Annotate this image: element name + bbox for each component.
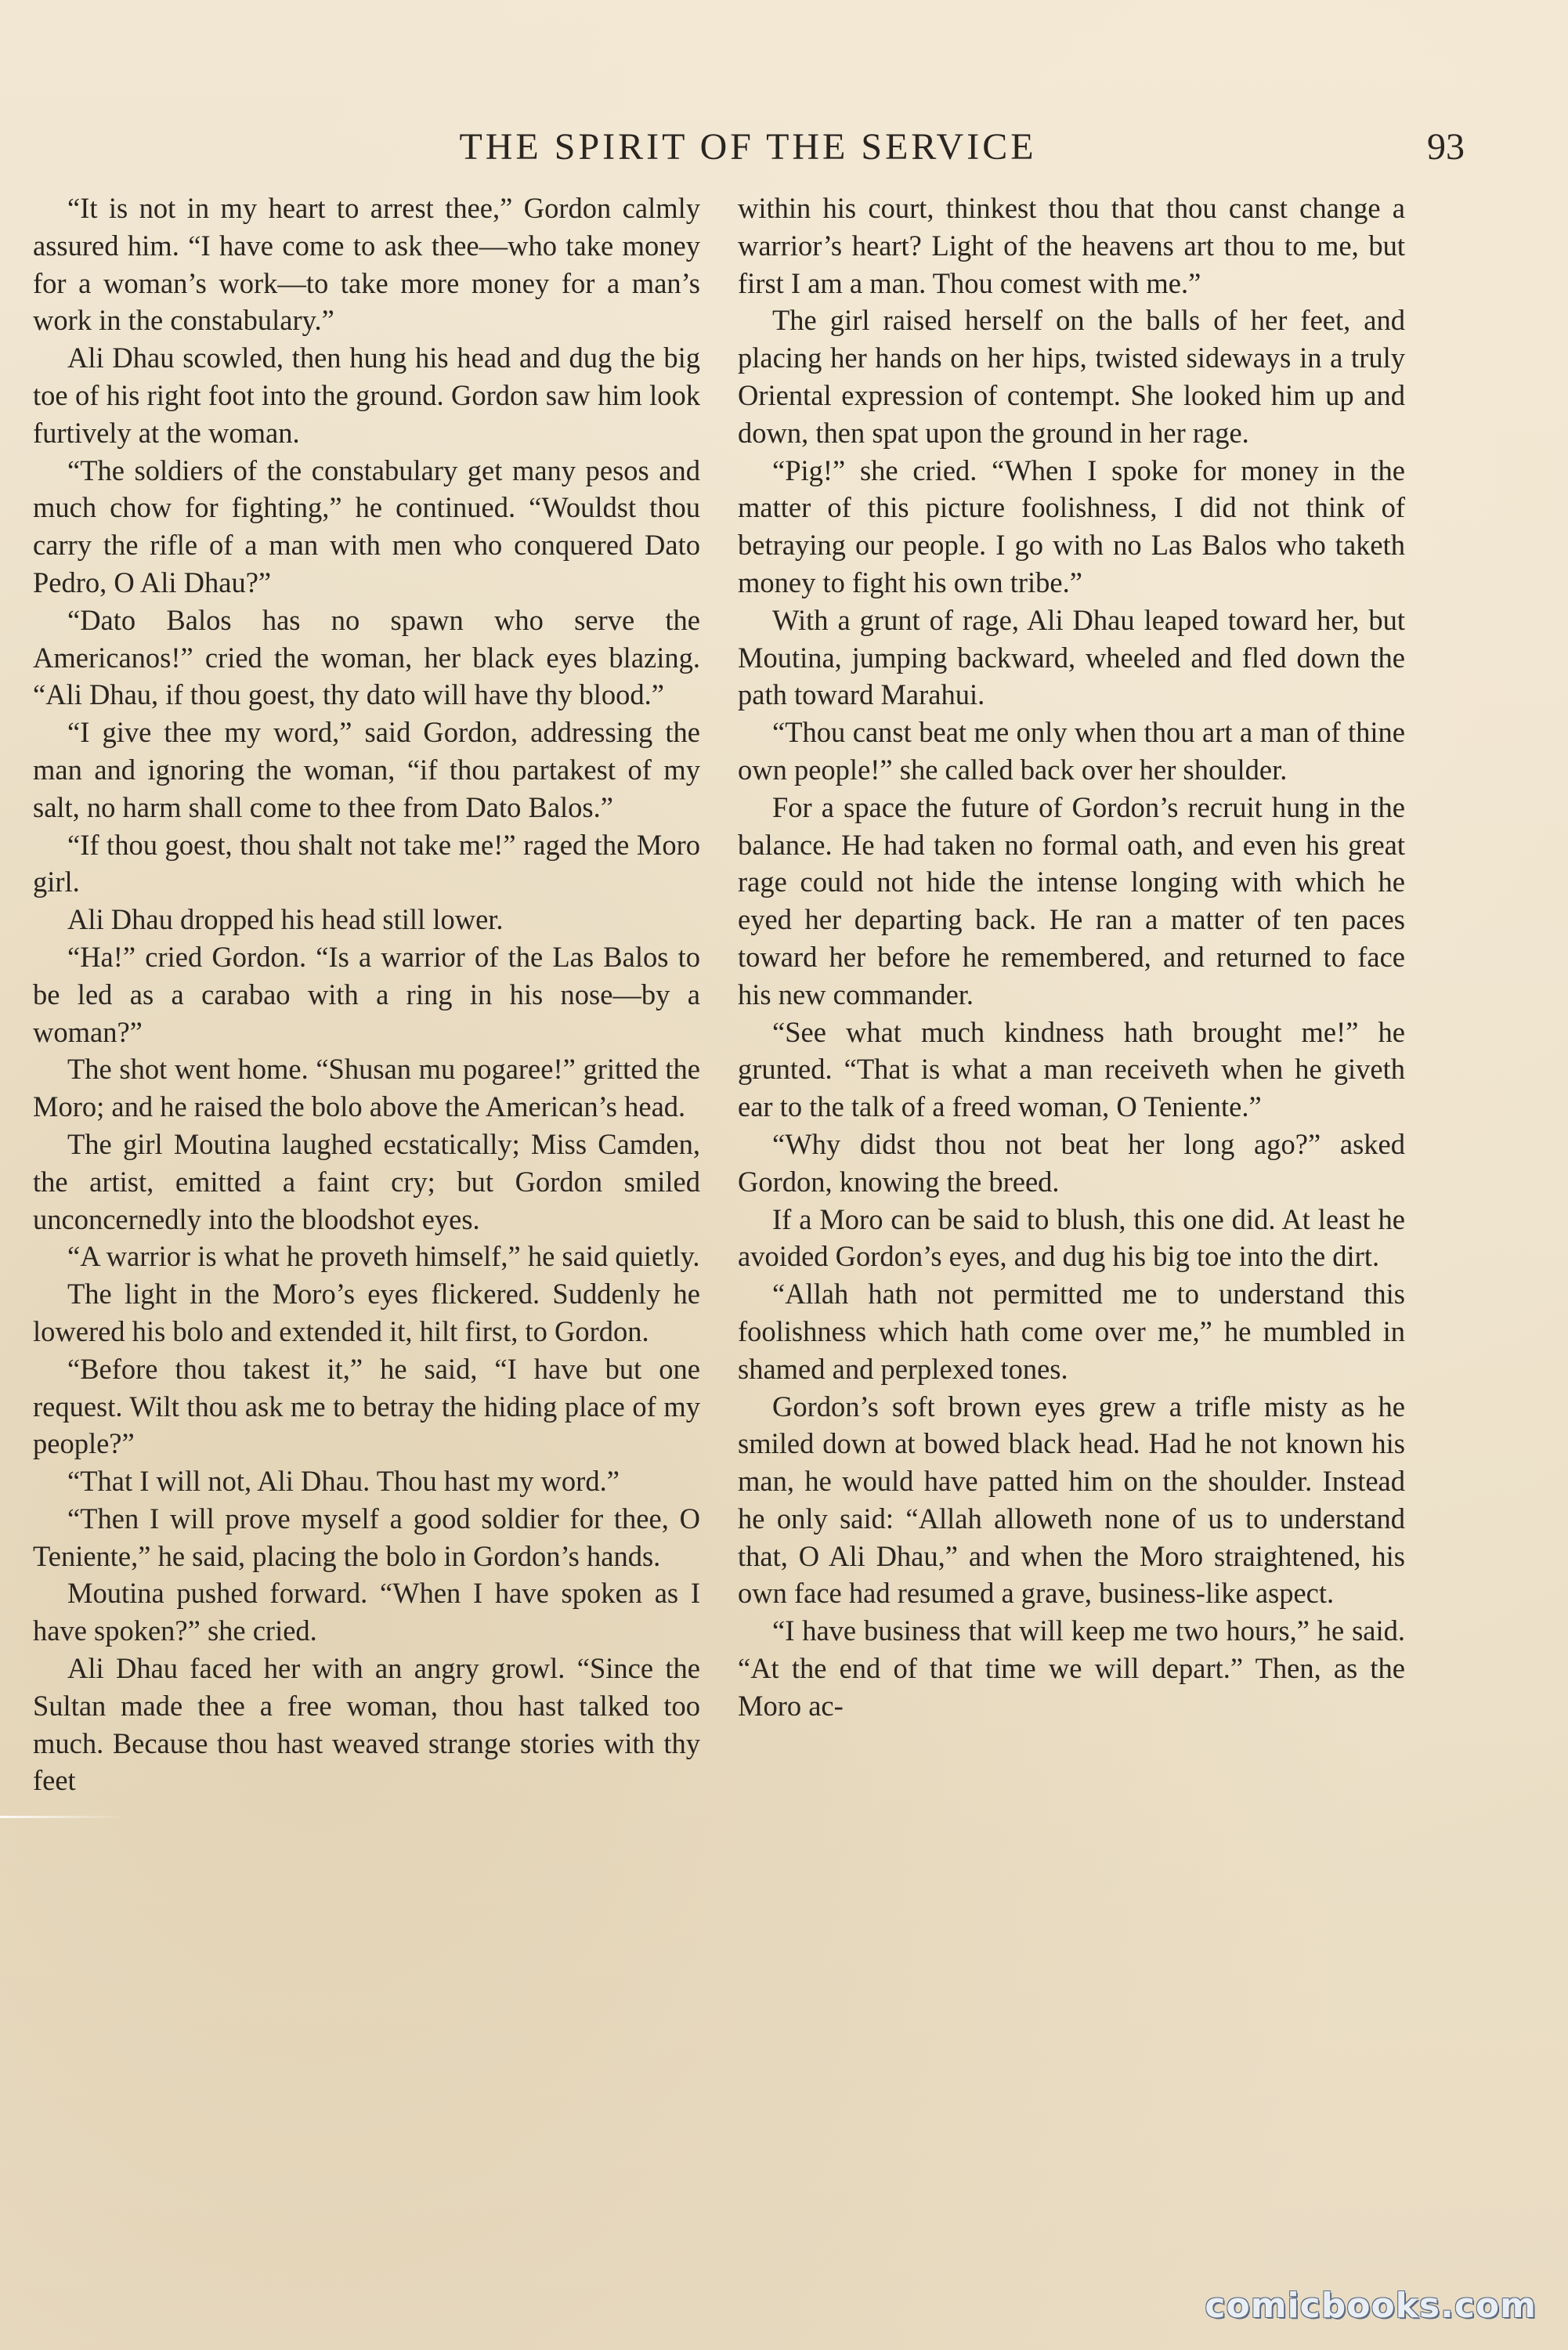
paragraph: Moutina pushed forward. “When I have spoken as I have spoken?” she cried. — [33, 1577, 700, 1647]
paragraph: “I give thee my word,” said Gordon, addressing the man and ignoring the woman, “if thou partakest of my salt, no harm shall come to thee from Dato Balos.” — [33, 716, 700, 823]
paragraph: With a grunt of rage, Ali Dhau leaped toward her, but Moutina, jumping backward, wheeled and fled down the path toward Marahui. — [738, 603, 1405, 711]
paragraph: “That I will not, Ali Dhau. Thou hast my word.” — [67, 1465, 620, 1498]
paragraph: “It is not in my heart to arrest thee,” Gordon calmly assured him. “I have come to ask thee—who take money for a woman’s work—to take more money for a man’s work in the constabulary.” — [33, 192, 700, 337]
paragraph: “A warrior is what he proveth himself,” he said quietly. — [67, 1240, 700, 1273]
paragraph: If a Moro can be said to blush, this one did. At least he avoided Gordon’s eyes, and dug his big toe into the dirt. — [738, 1202, 1405, 1273]
page-number: 93 — [1427, 126, 1465, 168]
left-column — [33, 190, 700, 1799]
paper-tear-mark — [0, 1816, 125, 1818]
paragraph: The girl Moutina laughed ecstatically; Miss Camden, the artist, emitted a faint cry; but Gordon smiled unconcernedly into the bloodshot eyes. — [33, 1127, 700, 1235]
paragraph: “Then I will prove myself a good soldier for thee, O Teniente,” he said, placing the bolo in Gordon’s hands. — [33, 1502, 700, 1572]
paragraph: “Thou canst beat me only when thou art a man of thine own people!” she called back over her shoulder. — [738, 716, 1405, 786]
paragraph: “I have business that will keep me two hours,” he said. “At the end of that time we will depart.” Then, as the Moro ac- — [738, 1614, 1405, 1722]
paragraph: Ali Dhau scowled, then hung his head and dug the big toe of his right foot into the ground. Gordon saw him look furtively at the woman. — [33, 342, 700, 449]
right-column — [738, 190, 1405, 1725]
paragraph: Gordon’s soft brown eyes grew a trifle misty as he smiled down at bowed black head. Had he not known his man, he would have patted him on the shoulder. Instead he only said: “Allah alloweth none of us to understand that, O Ali Dhau,” and when the Moro straightened, his own face had resumed a grave, business-like aspect. — [738, 1390, 1405, 1610]
paragraph: “The soldiers of the constabulary get many pesos and much chow for fighting,” he continued. “Wouldst thou carry the rifle of a man with men who conquered Dato Pedro, O Ali Dhau?” — [33, 454, 700, 598]
paragraph: The shot went home. “Shusan mu pogaree!” gritted the Moro; and he raised the bolo above the American’s head. — [33, 1053, 700, 1123]
page-header — [31, 125, 1465, 180]
paragraph: Ali Dhau faced her with an angry growl. “Since the Sultan made thee a free woman, thou hast talked too much. Because thou hast weaved strange stories with thy feet — [33, 1652, 700, 1797]
paragraph: “Pig!” she cried. “When I spoke for money in the matter of this picture foolishness, I did not think of betraying our people. I go with no Las Balos who taketh money to fight his own tribe.” — [738, 454, 1405, 598]
paragraph: “See what much kindness hath brought me!” he grunted. “That is what a man receiveth when he giveth ear to the talk of a freed woman, O Teniente.” — [738, 1015, 1405, 1123]
paragraph: “Before thou takest it,” he said, “I have but one request. Wilt thou ask me to betray the hiding place of my people?” — [33, 1352, 700, 1460]
paragraph: The light in the Moro’s eyes flickered. Suddenly he lowered his bolo and extended it, hilt first, to Gordon. — [33, 1278, 700, 1347]
paragraph: “Dato Balos has no spawn who serve the Americanos!” cried the woman, her black eyes blazing. “Ali Dhau, if thou goest, thy dato will have thy blood.” — [33, 603, 700, 711]
running-head: THE SPIRIT OF THE SERVICE — [459, 126, 1037, 168]
paragraph: “Ha!” cried Gordon. “Is a warrior of the Las Balos to be led as a carabao with a ring in his nose—by a woman?” — [33, 940, 700, 1048]
site-watermark: comicbooks.com — [1205, 2286, 1537, 2326]
paragraph: For a space the future of Gordon’s recruit hung in the balance. He had taken no formal oath, and even his great rage could not hide the intense longing with which he eyed her departing back. He ran a matter of ten paces toward her before he remembered, and returned to face his new commander. — [738, 790, 1405, 1010]
paragraph: “Allah hath not permitted me to understand this foolishness which hath come over me,” he mumbled in shamed and perplexed tones. — [738, 1278, 1405, 1385]
paragraph: “If thou goest, thou shalt not take me!” raged the Moro girl. — [33, 828, 700, 898]
paragraph: Ali Dhau dropped his head still lower. — [67, 903, 504, 936]
paragraph: “Why didst thou not beat her long ago?” asked Gordon, knowing the breed. — [738, 1127, 1405, 1198]
paragraph: The girl raised herself on the balls of her feet, and placing her hands on her hips, twisted sideways in a truly Oriental expression of contempt. She looked him up and down, then spat upon the ground in her rage. — [738, 304, 1405, 449]
paragraph-continued: within his court, thinkest thou that thou canst change a warrior’s heart? Light of the heavens art thou to me, but first I am a man. Thou comest with me.” — [738, 192, 1405, 299]
